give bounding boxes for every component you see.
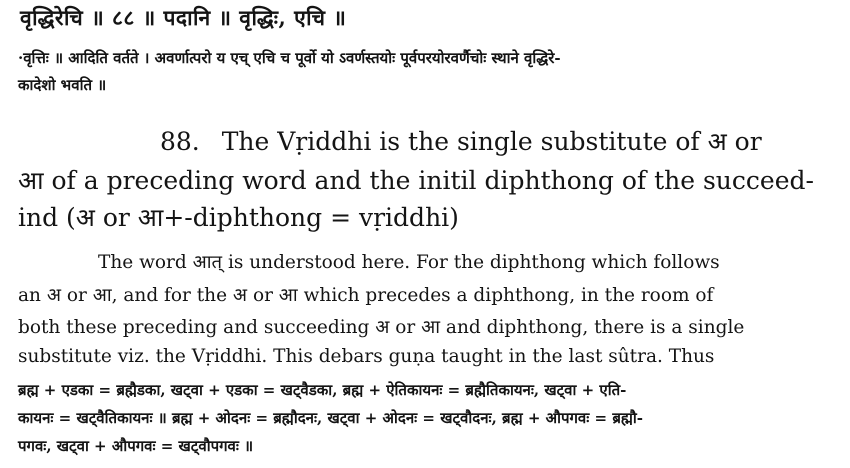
sutra-header: वृद्धिरेचि ॥ ८८ ॥ पदानि ॥ वृद्धिः, एचि ॥	[20, 5, 347, 30]
commentary-line-3: both these preceding and succeeding अ or आ and diphthong, there is a single	[18, 317, 745, 338]
rule-line-2: आ of a preceding word and the initil diphthong of the succeed-	[18, 166, 814, 195]
example-line-2: कायनः = खट्वैतिकायनः ॥ ब्रह्म + ओदनः = ब्रह्मौदनः, खट्वा + ओदनः = खट्वौदनः, ब्रह्म + औपगवः = ब्रह्मौ-	[18, 409, 644, 427]
rule-line-1	[18, 124, 762, 158]
commentary-line-1: The word आत् is understood here. For the diphthong which follows	[98, 252, 720, 273]
rule-number: 88.	[160, 127, 200, 156]
vritti-line-2: कादेशो भवति ॥	[18, 76, 107, 94]
commentary-line-2: an अ or आ, and for the अ or आ which precedes a diphthong, in the room of	[18, 285, 714, 306]
rule-text-1: The Vṛiddhi is the single substitute of अ or	[221, 127, 762, 156]
vritti-line-1: ·वृत्तिः ॥ आदिति वर्तते । अवर्णात्परो य एच् एचि च पूर्वो यो ऽवर्णस्तयोः पूर्वपरयोरवर्णैचोः स्थाने वृद्धिरे-	[18, 49, 561, 67]
commentary-line-4: substitute viz. the Vṛiddhi. This debars guṇa taught in the last sûtra. Thus	[18, 346, 715, 367]
example-line-3: पगवः, खट्वा + औपगवः = खट्वौपगवः ॥	[18, 437, 254, 455]
rule-line-3: ind (अ or आ+-diphthong = vṛiddhi)	[18, 203, 459, 232]
example-line-1: ब्रह्म + एडका = ब्रह्मैडका, खट्वा + एडका = खट्वैडका, ब्रह्म + ऐतिकायनः = ब्रह्मैतिकायनः, खट्वा + एति-	[18, 381, 627, 399]
